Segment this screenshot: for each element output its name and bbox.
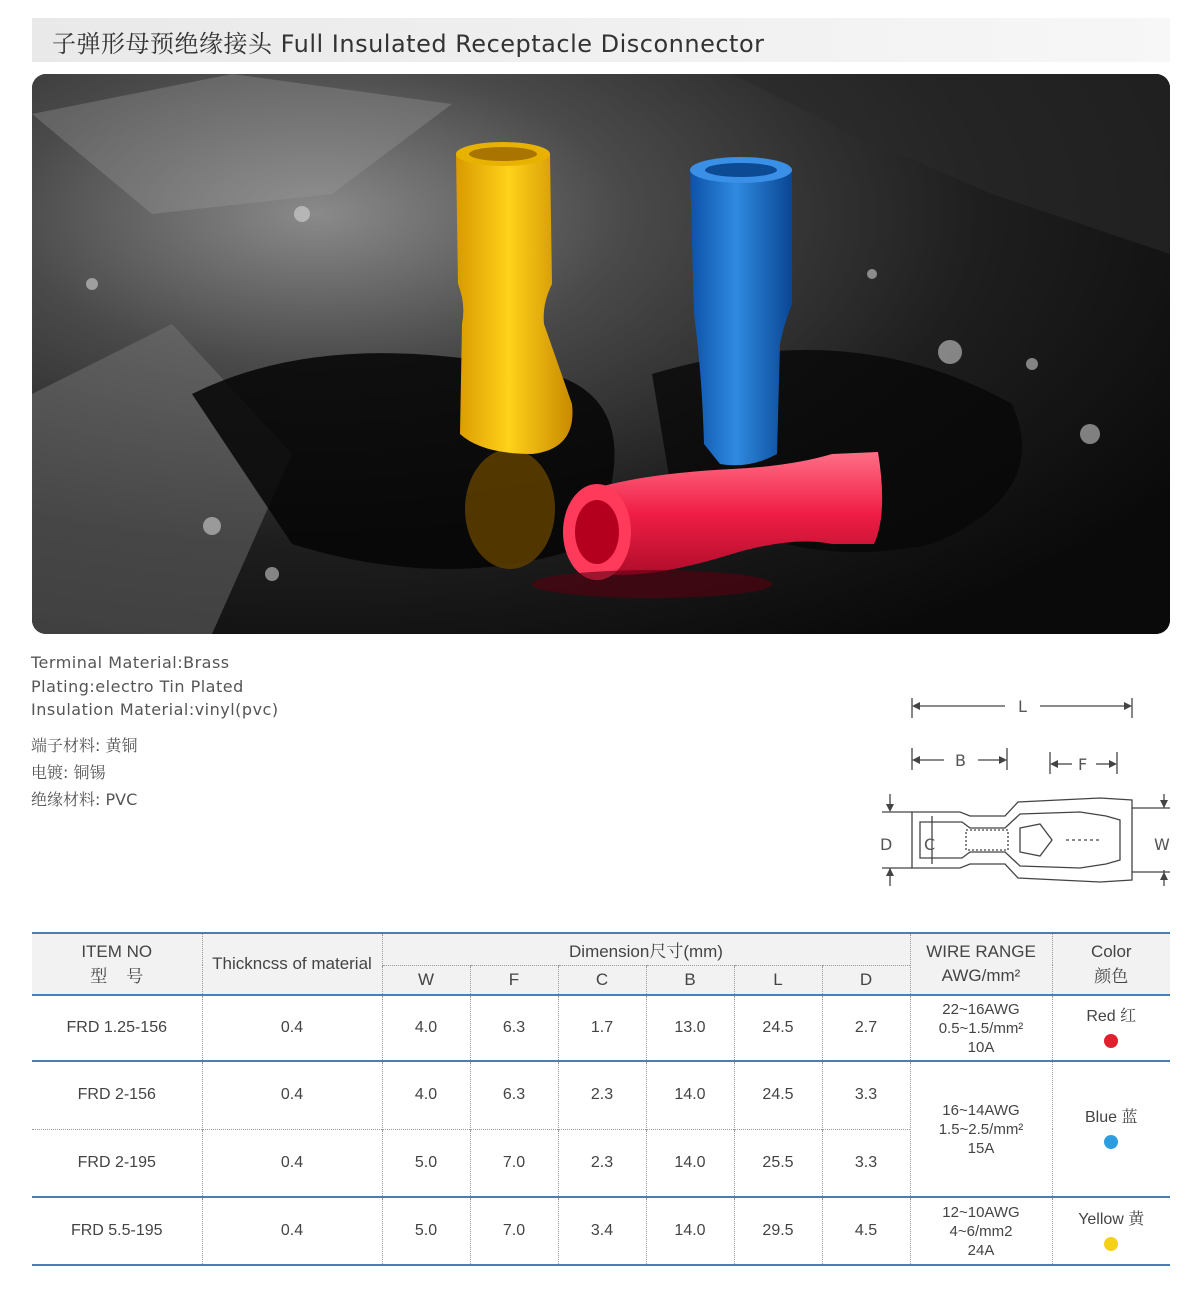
spec-cn-insulation-material: 绝缘材料: PVC (31, 790, 138, 809)
page-title: 子弹形母预绝缘接头 Full Insulated Receptacle Disconnector (52, 30, 765, 58)
dim-col-c: C (558, 965, 646, 995)
table-row: FRD 2-195 0.4 5.0 7.0 2.3 14.0 25.5 3.3 (32, 1129, 1170, 1197)
diagram-label-f: F (1078, 755, 1088, 774)
diagram-label-w: W (1154, 835, 1170, 854)
blue-dot (1104, 1135, 1118, 1149)
spec-cn-terminal-material: 端子材料: 黄铜 (31, 736, 138, 755)
product-photo (32, 74, 1170, 634)
wire-range-cell: 12~10AWG 4~6/mm2 24A (910, 1197, 1052, 1265)
wire-range-header: WIRE RANGE AWG/mm² (910, 933, 1052, 995)
diagram-label-l: L (1018, 697, 1027, 716)
title-bar (32, 18, 1170, 62)
dim-col-l: L (734, 965, 822, 995)
dim-col-f: F (470, 965, 558, 995)
table-row: FRD 5.5-195 0.4 5.0 7.0 3.4 14.0 29.5 4.5 12~10AWG 4~6/mm2 24A Yellow 黄 (32, 1197, 1170, 1265)
color-header: Color 颜色 (1052, 933, 1170, 995)
red-dot (1104, 1034, 1118, 1048)
item-no-header: ITEM NO 型 号 (32, 933, 202, 995)
dim-col-d: D (822, 965, 910, 995)
diagram-label-b: B (955, 751, 966, 770)
table-row: FRD 2-156 0.4 4.0 6.3 2.3 14.0 24.5 3.3 16~14AWG 1.5~2.5/mm² 15A Blue 蓝 (32, 1061, 1170, 1129)
thickness-header: Thickncss of material (202, 933, 382, 995)
wire-range-cell: 16~14AWG 1.5~2.5/mm² 15A (910, 1061, 1052, 1197)
spec-plating: Plating:electro Tin Plated (31, 677, 244, 696)
spec-cn-plating: 电镀: 铜锡 (31, 763, 106, 782)
diagram-label-d: D (880, 835, 893, 854)
dimension-header: Dimension尺寸(mm) (382, 933, 910, 965)
spec-table (32, 932, 1170, 1266)
yellow-dot (1104, 1237, 1118, 1251)
color-cell: Red 红 (1052, 995, 1170, 1061)
table-row: FRD 1.25-156 0.4 4.0 6.3 1.7 13.0 24.5 2.7 22~16AWG 0.5~1.5/mm² 10A Red 红 (32, 995, 1170, 1061)
color-cell: Yellow 黄 (1052, 1197, 1170, 1265)
diagram-label-c: C (924, 835, 936, 854)
wire-range-cell: 22~16AWG 0.5~1.5/mm² 10A (910, 995, 1052, 1061)
dimension-diagram (870, 690, 1180, 890)
dim-col-w: W (382, 965, 470, 995)
spec-terminal-material: Terminal Material:Brass (31, 653, 230, 672)
dim-col-b: B (646, 965, 734, 995)
color-cell: Blue 蓝 (1052, 1061, 1170, 1197)
spec-insulation-material: Insulation Material:vinyl(pvc) (31, 700, 279, 719)
